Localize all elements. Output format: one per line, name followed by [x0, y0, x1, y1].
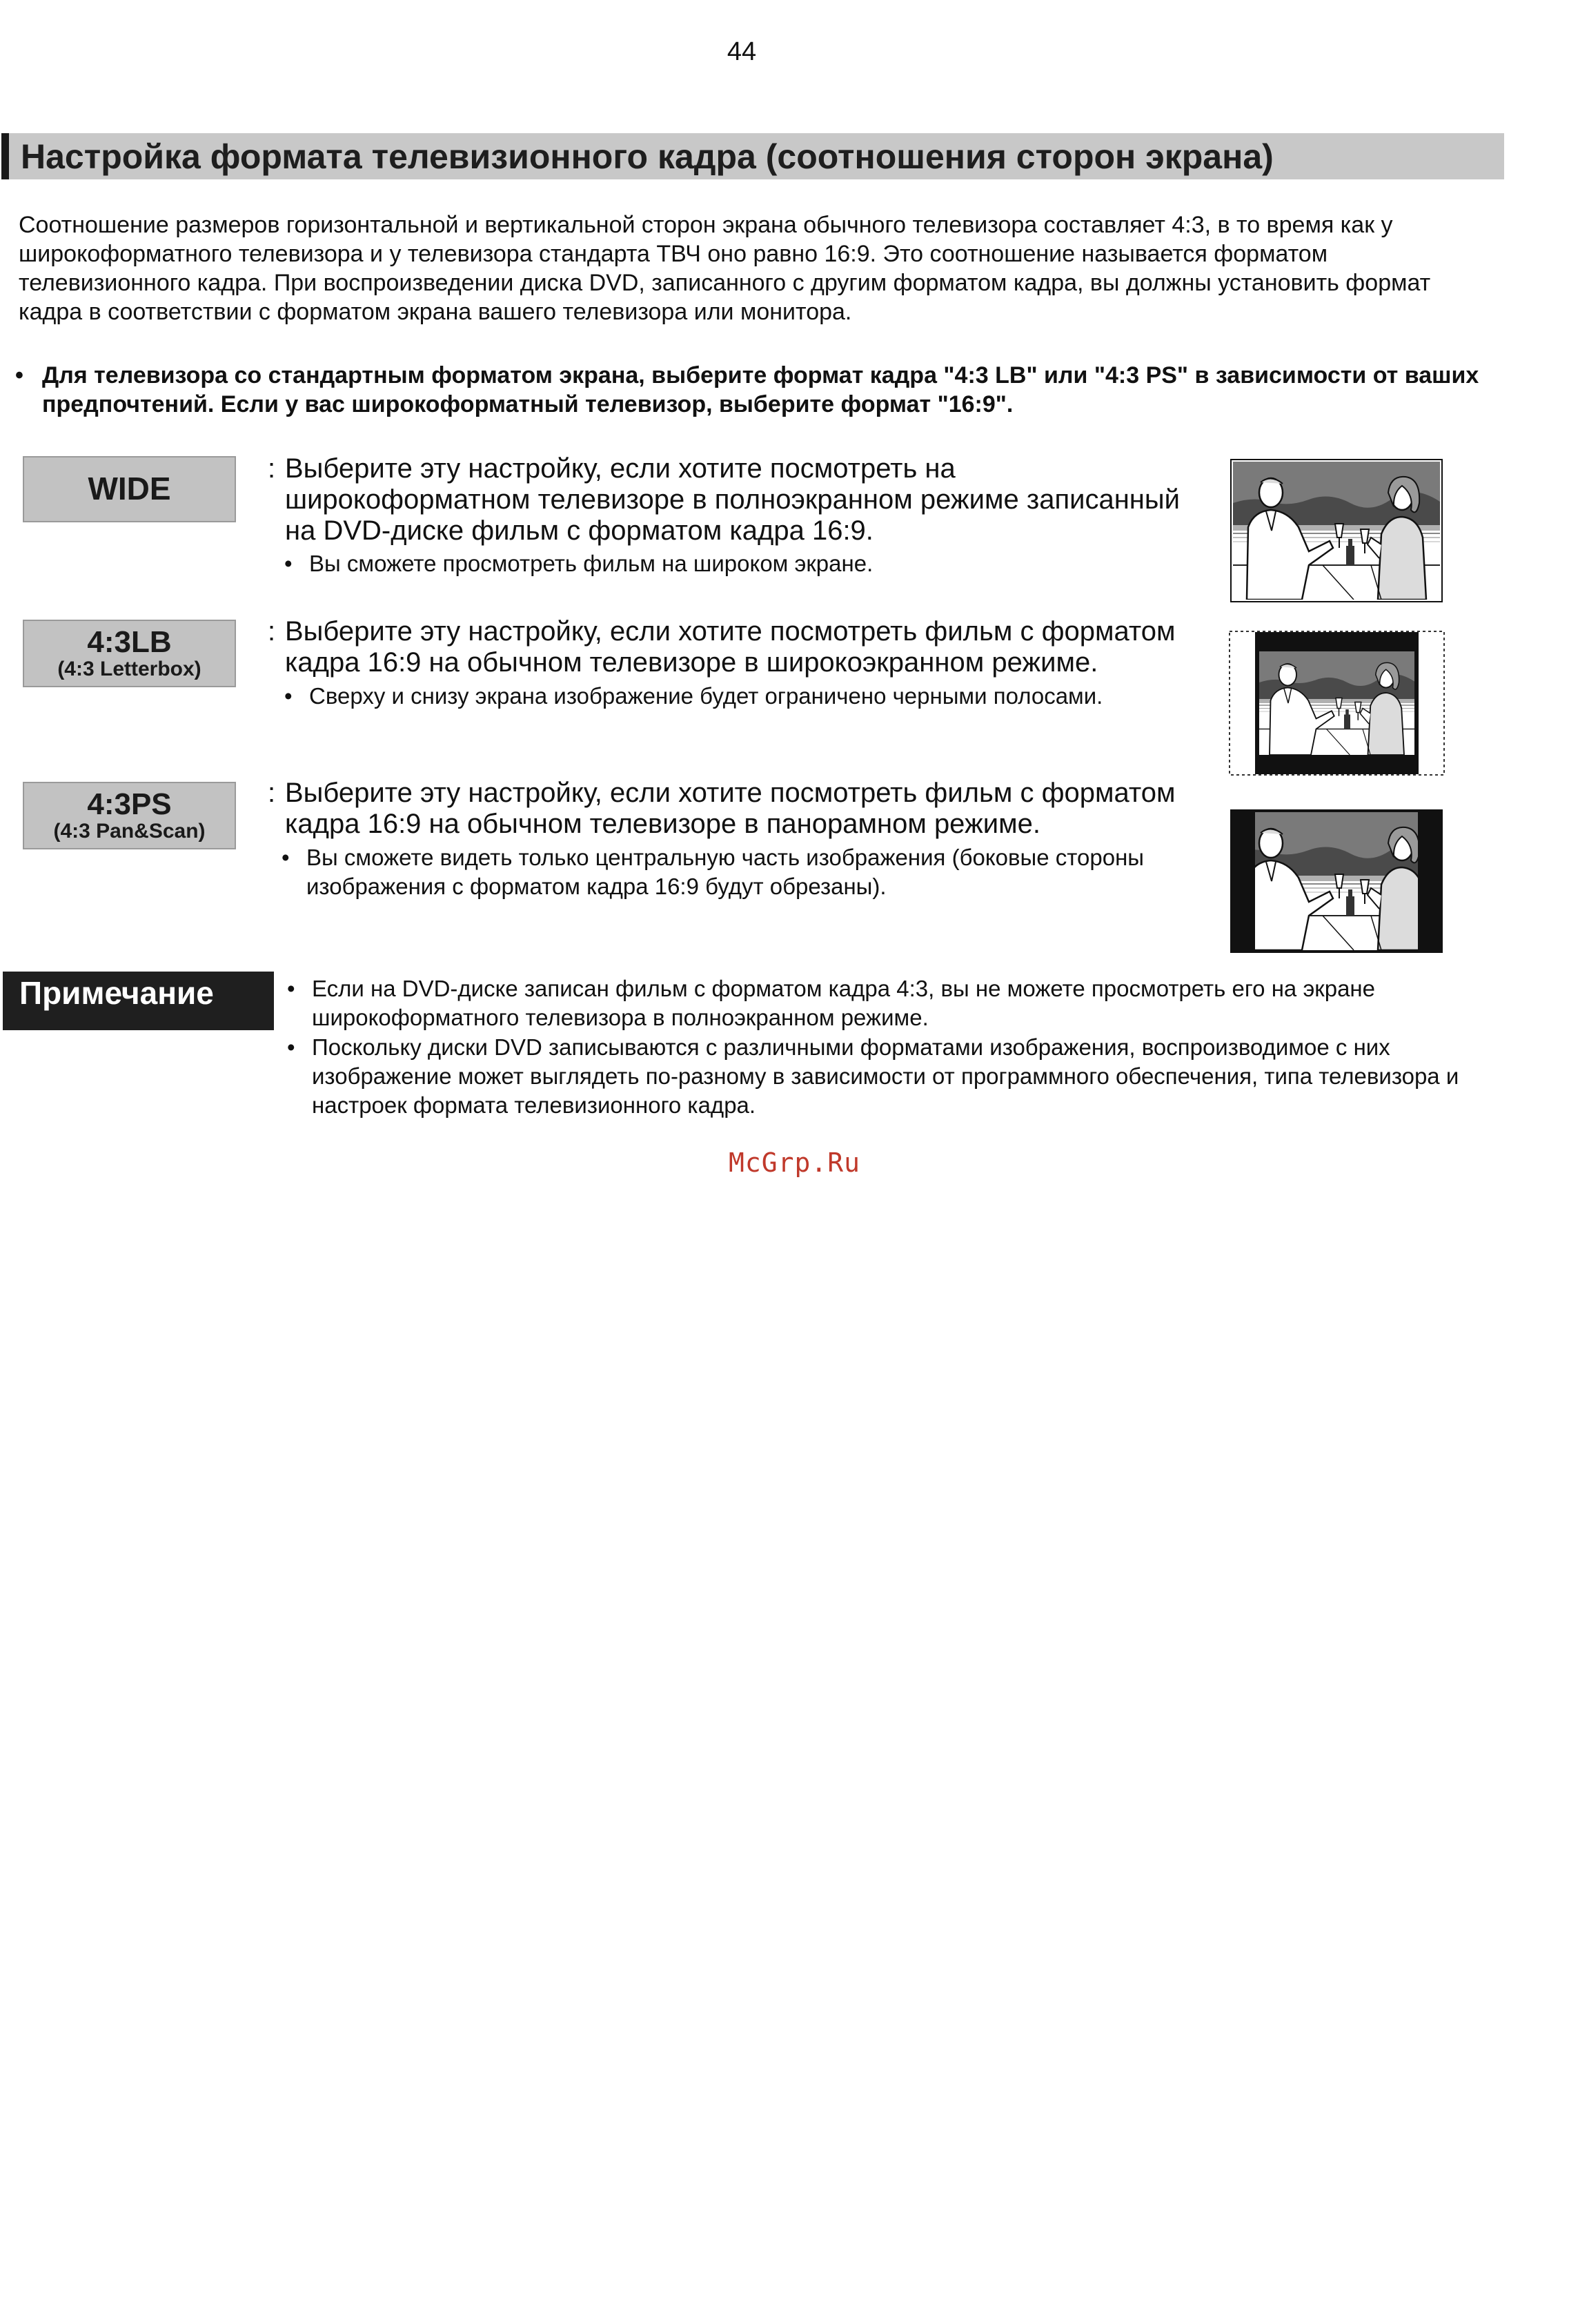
note-heading: Примечание	[3, 972, 274, 1030]
wide-screen-image	[1230, 459, 1443, 602]
recommendation-bullet	[15, 361, 1492, 419]
letterbox-label-text: 4:3LB	[87, 625, 172, 659]
bullet-dot: •	[15, 362, 23, 388]
letterbox-mode-label	[23, 620, 236, 687]
pan-scan-description-text: Выберите эту настройку, если хотите посмотреть фильм с форматом кадра 16:9 на обычном телевизоре в панорамном режиме.	[285, 778, 1176, 839]
page-number: 44	[727, 37, 757, 66]
wide-description-text: Выберите эту настройку, если хотите посмотреть на широкоформатном телевизоре в полноэкранном режиме записанный на DVD-диске фильм с форматом кадра 16:9.	[285, 453, 1180, 546]
letterbox-description: : Выберите эту настройку, если хотите посмотреть фильм с форматом кадра 16:9 на обычном телевизоре в широкоэкранном режиме.	[268, 616, 1199, 678]
wide-label-text: WIDE	[88, 471, 171, 506]
pan-scan-description: : Выберите эту настройку, если хотите посмотреть фильм с форматом кадра 16:9 на обычном телевизоре в панорамном режиме.	[268, 778, 1199, 840]
letterbox-description-text: Выберите эту настройку, если хотите посмотреть фильм с форматом кадра 16:9 на обычном телевизоре в широкоэкранном режиме.	[285, 616, 1176, 678]
watermark: McGrp.Ru	[728, 1148, 861, 1178]
letterbox-sublabel: (4:3 Letterbox)	[57, 658, 201, 680]
recommendation-text: Для телевизора со стандартным форматом экрана, выберите формат кадра "4:3 LB" или "4:3 PS" в зависимости от ваших предпочтений. Если у вас широкоформатный телевизор, выберите формат "16:9".	[42, 362, 1479, 417]
wide-note-text: Вы сможете просмотреть фильм на широком экране.	[309, 551, 874, 576]
note-item: • Если на DVD-диске записан фильм с форматом кадра 4:3, вы не можете просмотреть его на экране широкоформатного телевизора в полноэкранном режиме.	[287, 974, 1474, 1032]
wide-note: • Вы сможете просмотреть фильм на широком экране.	[284, 549, 1216, 578]
pan-scan-label-text: 4:3PS	[87, 787, 172, 821]
pan-scan-mode-label	[23, 782, 236, 849]
pan-scan-note: • Вы сможете видеть только центральную часть изображения (боковые стороны изображения с форматом кадра 16:9 будут обрезаны).	[282, 843, 1213, 901]
intro-paragraph: Соотношение размеров горизонтальной и вертикальной сторон экрана обычного телевизора составляет 4:3, в то время как у широкоформатного телевизора и у телевизора стандарта ТВЧ оно равно 16:9. Это соотношение называется форматом телевизионного кадра. При воспроизведении диска DVD, записанного с другим форматом кадра, вы должны установить формат кадра в соответствии с форматом экрана вашего телевизора или монитора.	[19, 212, 1431, 325]
note-item-text: Если на DVD-диске записан фильм с форматом кадра 4:3, вы не можете просмотреть его на экране широкоформатного телевизора в полноэкранном режиме.	[312, 976, 1376, 1030]
letterbox-note-text: Сверху и снизу экрана изображение будет ограничено черными полосами.	[309, 683, 1103, 709]
letterbox-note: • Сверху и снизу экрана изображение будет ограничено черными полосами.	[284, 682, 1216, 711]
wide-mode-label	[23, 456, 236, 522]
section-title: Настройка формата телевизионного кадра (соотношения сторон экрана)	[21, 137, 1274, 176]
note-item: • Поскольку диски DVD записываются с различными форматами изображения, воспроизводимое с них изображение может выглядеть по-разному в зависимости от программного обеспечения, типа телевизора и настроек формата телевизионного кадра.	[287, 1033, 1474, 1120]
note-item-text: Поскольку диски DVD записываются с различными форматами изображения, воспроизводимое с них изображение может выглядеть по-разному в зависимости от программного обеспечения, типа телевизора и настроек формата телевизионного кадра.	[312, 1034, 1459, 1118]
pan-scan-note-text: Вы сможете видеть только центральную часть изображения (боковые стороны изображения с форматом кадра 16:9 будут обрезаны).	[306, 845, 1145, 899]
letterbox-screen-image	[1229, 631, 1445, 776]
wide-description: : Выберите эту настройку, если хотите посмотреть на широкоформатном телевизоре в полноэкранном режиме записанный на DVD-диске фильм с форматом кадра 16:9.	[268, 453, 1199, 546]
section-title-bar	[1, 133, 1504, 179]
pan-scan-screen-image	[1230, 809, 1443, 953]
pan-scan-sublabel: (4:3 Pan&Scan)	[53, 820, 206, 843]
